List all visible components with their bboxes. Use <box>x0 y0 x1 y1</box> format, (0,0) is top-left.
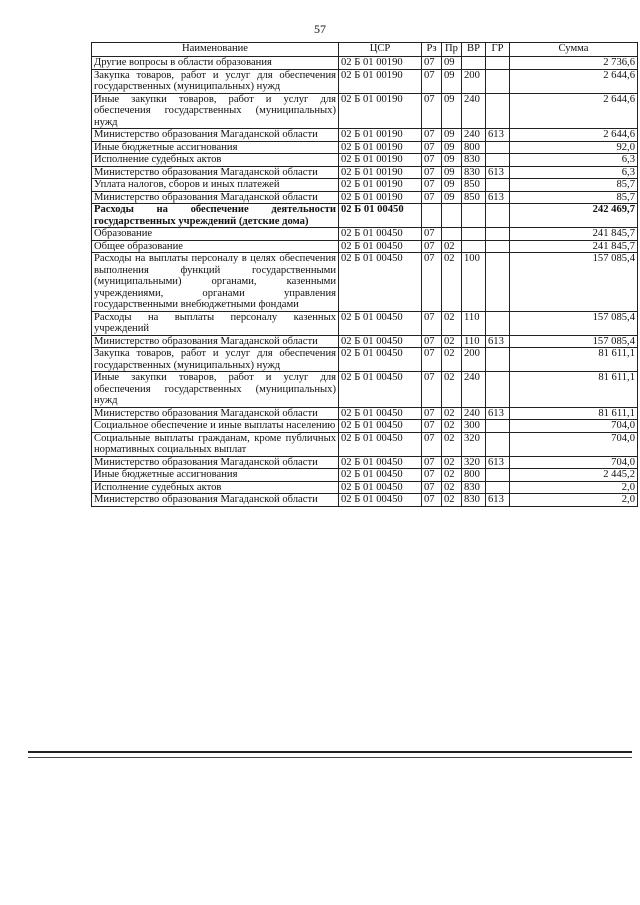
cell-rz: 07 <box>422 57 442 70</box>
cell-pr: 09 <box>442 129 462 142</box>
budget-table <box>91 42 638 507</box>
cell-pr: 02 <box>442 456 462 469</box>
cell-pr: 02 <box>442 372 462 408</box>
header-vr: ВР <box>462 43 486 57</box>
cell-rz: 07 <box>422 469 442 482</box>
cell-csr: 02 Б 01 00450 <box>339 456 422 469</box>
cell-gr <box>486 481 510 494</box>
cell-name: Иные бюджетные ассигнования <box>92 469 339 482</box>
cell-sum: 241 845,7 <box>510 240 638 253</box>
cell-name: Министерство образования Магаданской области <box>92 129 339 142</box>
cell-gr: 613 <box>486 456 510 469</box>
page-number: 57 <box>314 22 326 36</box>
cell-pr: 02 <box>442 335 462 348</box>
cell-sum: 81 611,1 <box>510 348 638 372</box>
cell-gr: 613 <box>486 166 510 179</box>
cell-rz: 07 <box>422 179 442 192</box>
cell-vr: 850 <box>462 191 486 204</box>
cell-csr: 02 Б 01 00190 <box>339 166 422 179</box>
cell-vr <box>462 204 486 228</box>
cell-sum: 242 469,7 <box>510 204 638 228</box>
cell-name: Министерство образования Магаданской области <box>92 407 339 420</box>
cell-name: Другие вопросы в области образования <box>92 57 339 70</box>
cell-sum: 2 644,6 <box>510 93 638 129</box>
cell-sum: 2,0 <box>510 494 638 507</box>
cell-pr: 09 <box>442 179 462 192</box>
cell-sum: 85,7 <box>510 179 638 192</box>
cell-name: Иные закупки товаров, работ и услуг для обеспечения государственных (муниципальных) нужд <box>92 372 339 408</box>
cell-vr <box>462 228 486 241</box>
cell-csr: 02 Б 01 00450 <box>339 335 422 348</box>
cell-name: Закупка товаров, работ и услуг для обеспечения государственных (муниципальных) нужд <box>92 69 339 93</box>
cell-csr: 02 Б 01 00450 <box>339 407 422 420</box>
table-row <box>92 69 638 93</box>
table-row <box>92 179 638 192</box>
cell-vr: 240 <box>462 407 486 420</box>
cell-vr <box>462 57 486 70</box>
cell-rz: 07 <box>422 253 442 312</box>
cell-gr: 613 <box>486 407 510 420</box>
cell-sum: 2 644,6 <box>510 69 638 93</box>
table-row <box>92 407 638 420</box>
cell-pr <box>442 228 462 241</box>
table-row <box>92 494 638 507</box>
cell-gr <box>486 240 510 253</box>
cell-vr: 300 <box>462 420 486 433</box>
cell-vr: 830 <box>462 481 486 494</box>
cell-name: Исполнение судебных актов <box>92 481 339 494</box>
cell-gr <box>486 57 510 70</box>
cell-sum: 2 736,6 <box>510 57 638 70</box>
cell-rz: 07 <box>422 494 442 507</box>
cell-csr: 02 Б 01 00450 <box>339 372 422 408</box>
cell-csr: 02 Б 01 00450 <box>339 253 422 312</box>
footer-divider-thin <box>28 757 632 758</box>
cell-vr: 240 <box>462 372 486 408</box>
cell-gr <box>486 228 510 241</box>
cell-sum: 241 845,7 <box>510 228 638 241</box>
table-row <box>92 348 638 372</box>
cell-csr: 02 Б 01 00190 <box>339 129 422 142</box>
cell-name: Расходы на выплаты персоналу в целях обеспечения выполнения функций государственными (муниципальными) органами, казенными учреждениями, органами управления государственными внебюджетными фондами <box>92 253 339 312</box>
cell-gr <box>486 69 510 93</box>
cell-csr: 02 Б 01 00190 <box>339 179 422 192</box>
cell-vr: 110 <box>462 335 486 348</box>
cell-vr: 320 <box>462 456 486 469</box>
cell-gr <box>486 141 510 154</box>
cell-csr: 02 Б 01 00450 <box>339 228 422 241</box>
cell-vr: 200 <box>462 69 486 93</box>
table-row <box>92 240 638 253</box>
cell-pr: 09 <box>442 93 462 129</box>
table-row <box>92 154 638 167</box>
cell-gr <box>486 348 510 372</box>
cell-name: Министерство образования Магаданской области <box>92 191 339 204</box>
cell-sum: 6,3 <box>510 154 638 167</box>
cell-gr <box>486 432 510 456</box>
cell-name: Министерство образования Магаданской области <box>92 456 339 469</box>
cell-csr: 02 Б 01 00190 <box>339 191 422 204</box>
cell-pr: 02 <box>442 432 462 456</box>
cell-sum: 704,0 <box>510 432 638 456</box>
cell-name: Общее образование <box>92 240 339 253</box>
cell-name: Иные бюджетные ассигнования <box>92 141 339 154</box>
cell-csr: 02 Б 01 00450 <box>339 481 422 494</box>
cell-vr: 800 <box>462 141 486 154</box>
cell-sum: 85,7 <box>510 191 638 204</box>
header-sum: Сумма <box>510 43 638 57</box>
cell-rz: 07 <box>422 348 442 372</box>
cell-rz: 07 <box>422 141 442 154</box>
header-rz: Рз <box>422 43 442 57</box>
table-row <box>92 469 638 482</box>
cell-csr: 02 Б 01 00450 <box>339 469 422 482</box>
cell-pr: 02 <box>442 348 462 372</box>
table-row <box>92 335 638 348</box>
cell-name: Министерство образования Магаданской области <box>92 166 339 179</box>
cell-gr <box>486 469 510 482</box>
cell-pr: 09 <box>442 154 462 167</box>
cell-vr: 800 <box>462 469 486 482</box>
table-row <box>92 93 638 129</box>
cell-sum: 157 085,4 <box>510 311 638 335</box>
cell-vr: 830 <box>462 494 486 507</box>
cell-name: Министерство образования Магаданской области <box>92 494 339 507</box>
cell-rz: 07 <box>422 335 442 348</box>
cell-gr <box>486 311 510 335</box>
cell-csr: 02 Б 01 00450 <box>339 348 422 372</box>
table-row <box>92 141 638 154</box>
table-row <box>92 311 638 335</box>
table-row <box>92 253 638 312</box>
table-row <box>92 420 638 433</box>
table-row <box>92 166 638 179</box>
cell-sum: 157 085,4 <box>510 253 638 312</box>
table-row <box>92 456 638 469</box>
cell-pr: 09 <box>442 141 462 154</box>
cell-name: Уплата налогов, сборов и иных платежей <box>92 179 339 192</box>
cell-gr <box>486 420 510 433</box>
table-row <box>92 432 638 456</box>
cell-rz: 07 <box>422 191 442 204</box>
cell-name: Исполнение судебных актов <box>92 154 339 167</box>
cell-name: Образование <box>92 228 339 241</box>
cell-pr: 09 <box>442 69 462 93</box>
table-row <box>92 191 638 204</box>
cell-csr: 02 Б 01 00190 <box>339 141 422 154</box>
cell-vr: 240 <box>462 129 486 142</box>
header-gr: ГР <box>486 43 510 57</box>
cell-rz: 07 <box>422 372 442 408</box>
cell-pr: 09 <box>442 57 462 70</box>
cell-rz: 07 <box>422 432 442 456</box>
cell-rz: 07 <box>422 420 442 433</box>
cell-vr: 240 <box>462 93 486 129</box>
cell-vr: 320 <box>462 432 486 456</box>
cell-rz: 07 <box>422 311 442 335</box>
cell-rz: 07 <box>422 456 442 469</box>
cell-gr: 613 <box>486 129 510 142</box>
cell-csr: 02 Б 01 00190 <box>339 154 422 167</box>
cell-rz: 07 <box>422 481 442 494</box>
cell-rz: 07 <box>422 407 442 420</box>
cell-gr <box>486 204 510 228</box>
cell-rz: 07 <box>422 129 442 142</box>
cell-rz: 07 <box>422 166 442 179</box>
cell-sum: 81 611,1 <box>510 372 638 408</box>
cell-pr: 02 <box>442 253 462 312</box>
cell-vr <box>462 240 486 253</box>
table-row <box>92 204 638 228</box>
cell-pr: 02 <box>442 494 462 507</box>
cell-gr <box>486 253 510 312</box>
cell-sum: 704,0 <box>510 456 638 469</box>
cell-gr <box>486 154 510 167</box>
cell-pr: 02 <box>442 407 462 420</box>
cell-sum: 6,3 <box>510 166 638 179</box>
cell-sum: 157 085,4 <box>510 335 638 348</box>
cell-pr <box>442 204 462 228</box>
cell-rz: 07 <box>422 228 442 241</box>
cell-name: Министерство образования Магаданской области <box>92 335 339 348</box>
header-csr: ЦСР <box>339 43 422 57</box>
cell-name: Иные закупки товаров, работ и услуг для обеспечения государственных (муниципальных) нужд <box>92 93 339 129</box>
cell-pr: 02 <box>442 481 462 494</box>
cell-pr: 02 <box>442 240 462 253</box>
cell-pr: 02 <box>442 469 462 482</box>
cell-sum: 92,0 <box>510 141 638 154</box>
cell-csr: 02 Б 01 00190 <box>339 69 422 93</box>
cell-pr: 09 <box>442 191 462 204</box>
cell-pr: 09 <box>442 166 462 179</box>
footer-divider <box>28 751 632 753</box>
cell-vr: 200 <box>462 348 486 372</box>
cell-vr: 850 <box>462 179 486 192</box>
cell-gr: 613 <box>486 335 510 348</box>
cell-csr: 02 Б 01 00450 <box>339 311 422 335</box>
cell-vr: 110 <box>462 311 486 335</box>
cell-sum: 2 644,6 <box>510 129 638 142</box>
cell-vr: 830 <box>462 166 486 179</box>
cell-csr: 02 Б 01 00190 <box>339 57 422 70</box>
table-row <box>92 228 638 241</box>
cell-gr: 613 <box>486 191 510 204</box>
cell-sum: 2,0 <box>510 481 638 494</box>
cell-pr: 02 <box>442 420 462 433</box>
cell-rz: 07 <box>422 69 442 93</box>
cell-sum: 81 611,1 <box>510 407 638 420</box>
cell-name: Социальные выплаты гражданам, кроме публичных нормативных социальных выплат <box>92 432 339 456</box>
cell-name: Социальное обеспечение и иные выплаты населению <box>92 420 339 433</box>
cell-pr: 02 <box>442 311 462 335</box>
cell-csr: 02 Б 01 00450 <box>339 240 422 253</box>
cell-sum: 2 445,2 <box>510 469 638 482</box>
cell-rz <box>422 204 442 228</box>
cell-csr: 02 Б 01 00450 <box>339 494 422 507</box>
cell-vr: 100 <box>462 253 486 312</box>
cell-rz: 07 <box>422 93 442 129</box>
table-header-row <box>92 43 638 57</box>
cell-rz: 07 <box>422 240 442 253</box>
table-row <box>92 372 638 408</box>
header-pr: Пр <box>442 43 462 57</box>
cell-gr: 613 <box>486 494 510 507</box>
cell-csr: 02 Б 01 00190 <box>339 93 422 129</box>
cell-sum: 704,0 <box>510 420 638 433</box>
cell-gr <box>486 179 510 192</box>
cell-name: Расходы на обеспечение деятельности государственных учреждений (детские дома) <box>92 204 339 228</box>
cell-name: Закупка товаров, работ и услуг для обеспечения государственных (муниципальных) нужд <box>92 348 339 372</box>
table-row <box>92 57 638 70</box>
cell-gr <box>486 372 510 408</box>
header-name: Наименование <box>92 43 339 57</box>
cell-csr: 02 Б 01 00450 <box>339 432 422 456</box>
cell-vr: 830 <box>462 154 486 167</box>
table-row <box>92 129 638 142</box>
cell-rz: 07 <box>422 154 442 167</box>
table-row <box>92 481 638 494</box>
cell-gr <box>486 93 510 129</box>
cell-csr: 02 Б 01 00450 <box>339 204 422 228</box>
cell-name: Расходы на выплаты персоналу казенных учреждений <box>92 311 339 335</box>
table-body <box>92 57 638 507</box>
cell-csr: 02 Б 01 00450 <box>339 420 422 433</box>
